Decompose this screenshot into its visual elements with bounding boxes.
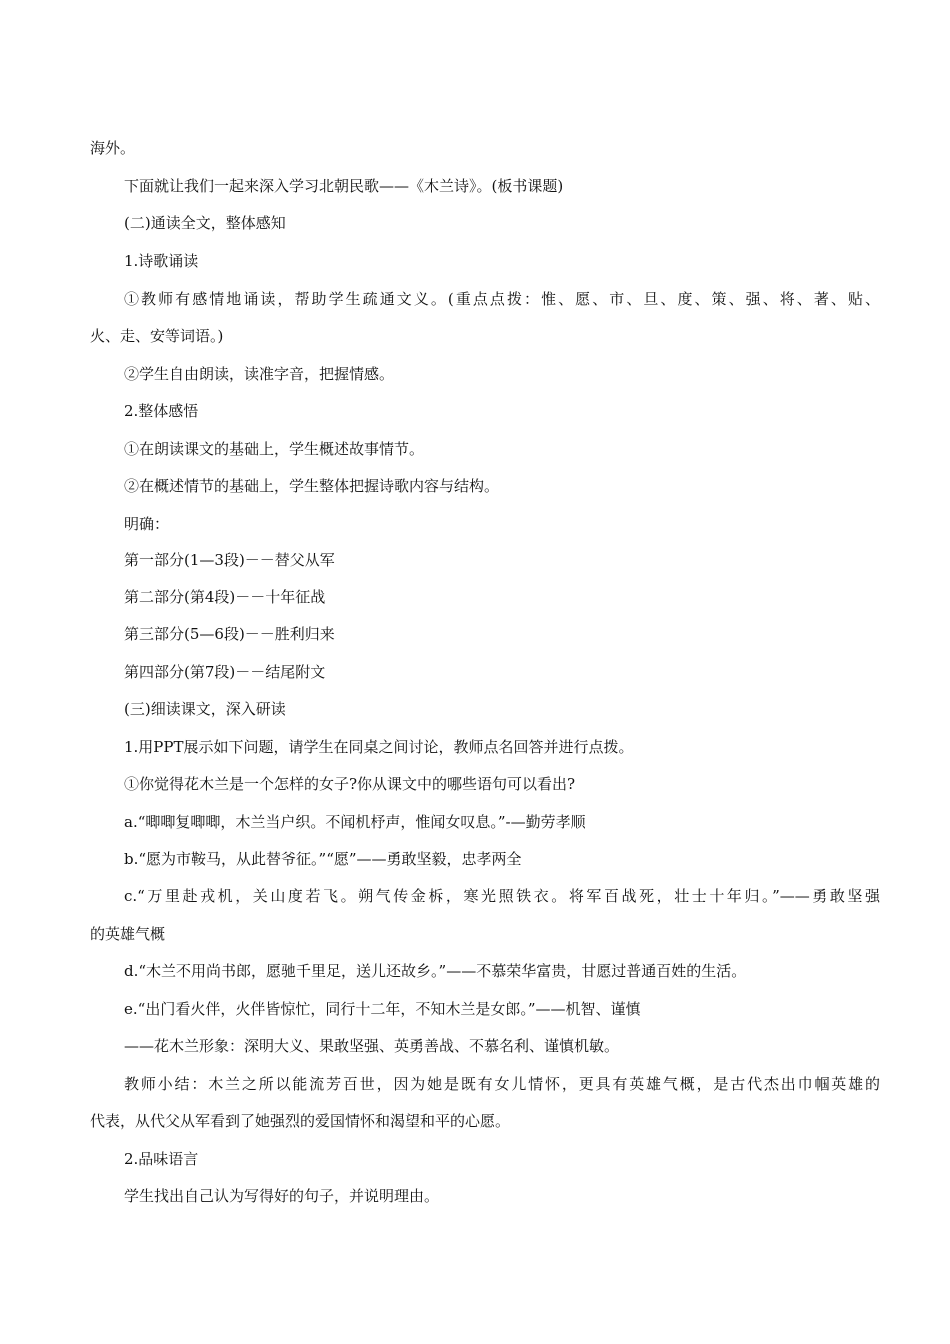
text-line: 第一部分(1—3段)－－替父从军 <box>124 551 335 569</box>
text-line: c.“万里赴戎机，关山度若飞。朔气传金柝，寒光照铁衣。将军百战死，壮士十年归。”——勇敢坚强 <box>124 887 880 905</box>
text-line: e.“出门看火伴，火伴皆惊忙，同行十二年，不知木兰是女郎。”——机智、谨慎 <box>124 1000 641 1018</box>
text-line: 的英雄气概 <box>90 925 166 943</box>
text-line: 第二部分(第4段)－－十年征战 <box>124 588 326 606</box>
text-line: ②学生自由朗读，读准字音，把握情感。 <box>124 365 395 383</box>
text-line: 火、走、安等词语。) <box>90 327 224 345</box>
text-line: ——花木兰形象：深明大义、果敢坚强、英勇善战、不慕名利、谨慎机敏。 <box>124 1037 620 1055</box>
text-line: 教师小结：木兰之所以能流芳百世，因为她是既有女儿情怀，更具有英雄气概，是古代杰出巾帼英雄的 <box>124 1075 880 1093</box>
text-line: ②在概述情节的基础上，学生整体把握诗歌内容与结构。 <box>124 477 500 495</box>
text-line: ①在朗读课文的基础上，学生概述故事情节。 <box>124 440 425 458</box>
text-line: d.“木兰不用尚书郎，愿驰千里足，送儿还故乡。”——不慕荣华富贵，甘愿过普通百姓的生活。 <box>124 962 747 980</box>
text-line: ①你觉得花木兰是一个怎样的女子?你从课文中的哪些语句可以看出? <box>124 775 576 793</box>
text-line: 第四部分(第7段)－－结尾附文 <box>124 663 326 681</box>
text-line: a.“唧唧复唧唧，木兰当户织。不闻机杼声，惟闻女叹息。”-—勤劳孝顺 <box>124 813 586 831</box>
text-line: 下面就让我们一起来深入学习北朝民歌——《木兰诗》。(板书课题) <box>124 177 564 195</box>
text-line: 学生找出自己认为写得好的句子，并说明理由。 <box>124 1187 440 1205</box>
subsection-heading: 1.诗歌诵读 <box>124 252 199 270</box>
text-line: 海外。 <box>90 139 136 157</box>
text-line: 第三部分(5—6段)－－胜利归来 <box>124 625 335 643</box>
text-line: ①教师有感情地诵读，帮助学生疏通文义。(重点点拨：惟、愿、市、旦、度、策、强、将、著、贴、 <box>124 290 880 308</box>
subsection-heading: 2.品味语言 <box>124 1150 199 1168</box>
text-line: 1.用PPT展示如下问题，请学生在同桌之间讨论，教师点名回答并进行点拨。 <box>124 738 634 756</box>
text-line: 明确： <box>124 515 170 533</box>
text-line: b.“愿为市鞍马，从此替爷征。”“愿”——勇敢坚毅，忠孝两全 <box>124 850 522 868</box>
text-line: 代表，从代父从军看到了她强烈的爱国情怀和渴望和平的心愿。 <box>90 1112 511 1130</box>
subsection-heading: 2.整体感悟 <box>124 402 199 420</box>
section-heading: (三)细读课文，深入研读 <box>124 700 286 718</box>
section-heading: (二)通读全文，整体感知 <box>124 214 286 232</box>
